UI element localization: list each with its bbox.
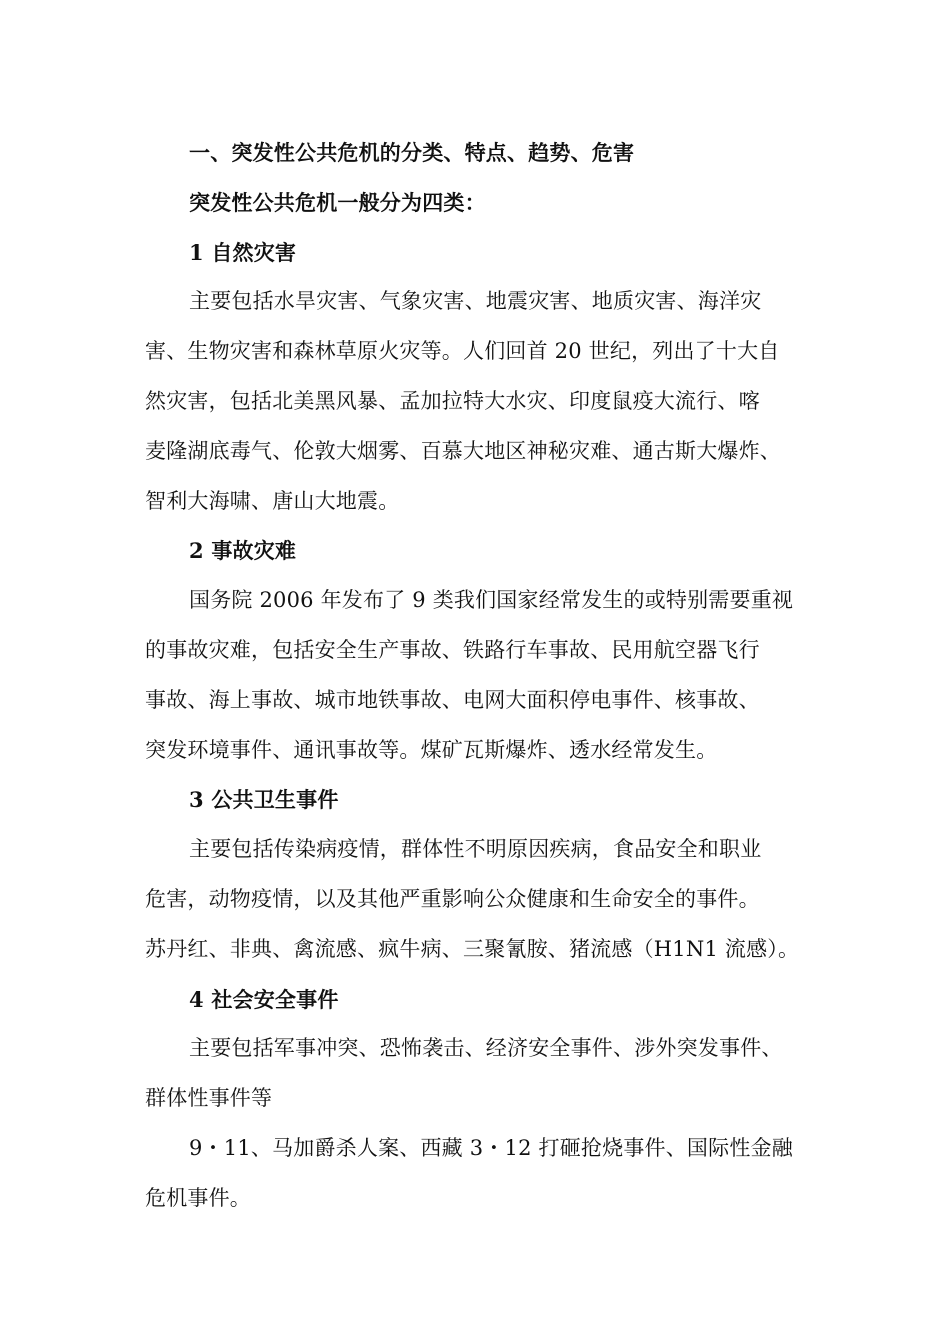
- document-body: [145, 128, 825, 1224]
- paragraph-line: 国务院 2006 年发布了 9 类我们国家经常发生的或特别需要重视: [189, 588, 794, 613]
- section-title-natural-disasters: 1 自然灾害: [189, 239, 297, 265]
- paragraph-line: 主要包括传染病疫情，群体性不明原因疾病，食品安全和职业: [189, 837, 762, 862]
- paragraph-line: 危机事件。: [145, 1185, 251, 1210]
- paragraph-line: 苏丹红、非典、禽流感、疯牛病、三聚氰胺、猪流感（H1N1 流感）。: [145, 936, 800, 961]
- paragraph-line: 害、生物灾害和森林草原火灾等。人们回首 20 世纪，列出了十大自: [145, 339, 780, 364]
- section-title-accidents: 2 事故灾难: [189, 538, 297, 564]
- paragraph-line: 的事故灾难，包括安全生产事故、铁路行车事故、民用航空器飞行: [145, 637, 760, 662]
- paragraph-line: 主要包括军事冲突、恐怖袭击、经济安全事件、涉外突发事件、: [189, 1036, 783, 1061]
- paragraph-line: 危害，动物疫情，以及其他严重影响公众健康和生命安全的事件。: [145, 886, 760, 911]
- section-title-public-health: 3 公共卫生事件: [189, 787, 339, 813]
- intro-text: 突发性公共危机一般分为四类：: [189, 189, 486, 215]
- paragraph-line: 麦隆湖底毒气、伦敦大烟雾、百慕大地区神秘灾难、通古斯大爆炸、: [145, 438, 781, 463]
- paragraph-line: 事故、海上事故、城市地铁事故、电网大面积停电事件、核事故、: [145, 687, 760, 712]
- paragraph-line: 群体性事件等: [145, 1086, 273, 1111]
- main-heading: 一、突发性公共危机的分类、特点、趋势、危害: [189, 140, 635, 165]
- paragraph-line: 主要包括水旱灾害、气象灾害、地震灾害、地质灾害、海洋灾: [189, 289, 762, 314]
- paragraph-line: 然灾害，包括北美黑风暴、孟加拉特大水灾、印度鼠疫大流行、喀: [145, 388, 760, 413]
- paragraph-line: 9・11、马加爵杀人案、西藏 3・12 打砸抢烧事件、国际性金融: [189, 1135, 793, 1160]
- paragraph-line: 智利大海啸、唐山大地震。: [145, 488, 400, 513]
- paragraph-line: 突发环境事件、通讯事故等。煤矿瓦斯爆炸、透水经常发生。: [145, 737, 718, 762]
- section-title-social-security: 4 社会安全事件: [189, 986, 339, 1012]
